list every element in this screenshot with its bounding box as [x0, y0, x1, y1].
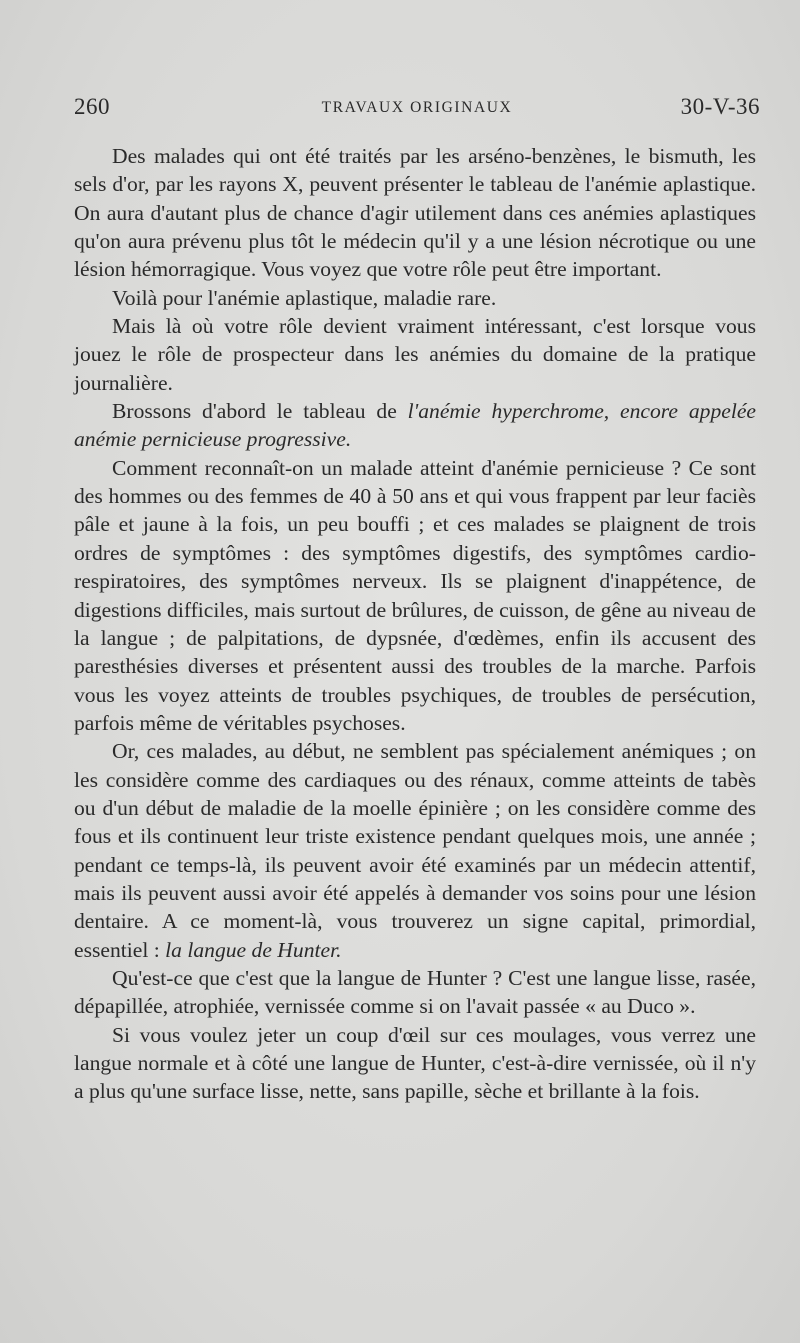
paragraph-symptoms: Comment reconnaît-on un malade atteint d'anémie pernicieuse ? Ce sont des hommes ou des femmes de 40 à 50 ans et qui vous frappent par leur faciès pâle et jaune à la fois, un peu bouffi ; et ces malades se plaignent de trois ordres de symptômes : des symptômes digestifs, des symptômes cardio-respiratoires, des symptômes nerveux. Ils se plaignent d'inappétence, de digestions difficiles, mais surtout de brûlures, de cuisson, de gêne au niveau de la langue ; de palpitations, de dypsnée, d'œdèmes, enfin ils accusent des paresthésies diverses et présentent aussi des troubles de la marche. Parfois vous les voyez atteints de troubles psychiques, de troubles de persécution, parfois même de véritables psychoses. — [74, 455, 756, 735]
running-title: TRAVAUX ORIGINAUX — [321, 99, 513, 116]
italic-term-langue-de-hunter: la langue de Hunter. — [165, 937, 342, 962]
page-number: 260 — [74, 94, 110, 119]
paragraph-aplastic-causes: Des malades qui ont été traités par les arséno-benzènes, le bismuth, les sels d'or, par les rayons X, peuvent présenter le tableau de l'anémie aplastique. On aura d'autant plus de chance d'agir utilement dans ces anémies aplastiques qu'on aura prévenu plus tôt le médecin qu'il y a une lésion nécrotique ou une lésion hémorragique. Vous voyez que votre rôle peut être important. — [74, 144, 756, 282]
paragraph-hunter-definition: Qu'est-ce que c'est que la langue de Hunter ? C'est une langue lisse, rasée, dépapillée, atrophiée, vernissée comme si on l'avait passée « au Duco ». — [74, 965, 756, 1019]
paragraph-text: Or, ces malades, au début, ne semblent pas spécialement anémiques ; on les considère comme des cardiaques ou des rénaux, comme atteints de tabès ou d'un début de maladie de la moelle épinière ; on les considère comme des fous et ils continuent leur triste existence pendant quelques mois, une année ; pendant ce temps-là, ils peuvent avoir été examinés par un médecin attentif, mais ils peuvent aussi avoir été appelés à demander vos soins pour une lésion dentaire. A ce moment-là, vous trouverez un signe capital, primordial, essentiel : — [74, 739, 756, 962]
italic-term-anemie-hyperchrome: l'anémie hyperchrome, encore appelée anémie pernicieuse progressive. — [74, 399, 756, 452]
issue-date: 30-V-36 — [680, 94, 760, 119]
paragraph-hunter-sign — [74, 737, 756, 964]
paragraph-aplastic-conclusion: Voilà pour l'anémie aplastique, maladie rare. — [112, 285, 497, 310]
paragraph-hyperchrome-intro — [74, 397, 756, 454]
paragraph-text: Brossons d'abord le tableau de — [112, 399, 408, 424]
paragraph-moulages: Si vous voulez jeter un coup d'œil sur ces moulages, vous verrez une langue normale et à côté une langue de Hunter, c'est-à-dire vernissée, où il n'y a plus qu'une surface lisse, nette, sans papille, sèche et brillante à la fois. — [74, 1022, 756, 1104]
article-body — [74, 142, 756, 1106]
paragraph-prospector-role: Mais là où votre rôle devient vraiment intéressant, c'est lorsque vous jouez le rôle de prospecteur dans les anémies du domaine de la pratique journalière. — [74, 314, 756, 395]
running-head — [74, 94, 760, 124]
